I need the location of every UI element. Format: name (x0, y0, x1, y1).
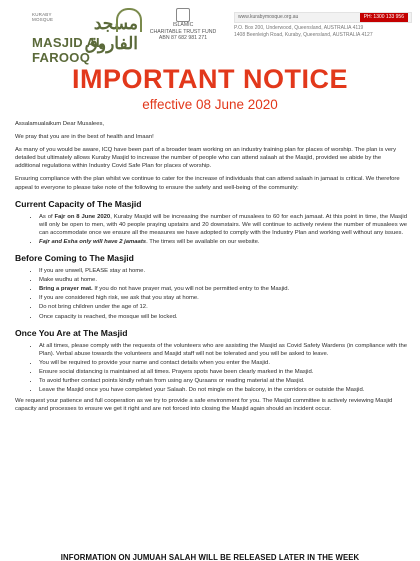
list-item: • To avoid further contact points kindly refrain from using any Quraans or reading material at the Masjid. (39, 377, 407, 385)
intro-paragraph: As many of you would be aware, ICQ have been part of a broader team working on an industry training plan for places of worship. The plan is very detailed but ultimately allows Kuraby Masjid to increase the number of people who can attend salaah at the Masjid, provided we abide by the additional regulations within Industry Covid Safe Plan for places of worship. (15, 147, 397, 170)
greeting: Assalamualaikum Dear Musalees, (15, 121, 105, 127)
logo-arabic-text: مسجد الفاروق (84, 14, 138, 54)
dome-icon (116, 8, 142, 32)
logo-latin-text: MASJID AL FAROOQ (32, 35, 105, 65)
phone-number: PH: 1300 133 956 (360, 13, 408, 22)
list-item: • You will be required to provide your name and contact details when you enter the Masjid. (39, 359, 407, 367)
section-heading-once: Once You Are at The Masjid (15, 327, 128, 338)
notice-title: IMPORTANT NOTICE (72, 64, 348, 94)
list-item: • As of Fajr on 8 June 2020, Kuraby Masjid will be increasing the number of musalees to 60 for each jamaat. At this point in time, the Masjid will only be open to men, with 40 people praying upstairs and 20 downstairs. We will continue to actively review the number of musalees we can accommodate once we ensure all the measures we have adopted to comply with the Industry Plan and working well without any issues. (39, 213, 407, 237)
section-heading-capacity: Current Capacity of The Masjid (15, 198, 142, 209)
list-item: • Fajr and Esha only will have 2 jamaats. The times will be available on our website. (39, 238, 407, 246)
list-item: • Leave the Masjid once you have completed your Salaah. Do not mingle on the balcony, in the corridors or outside the Masjid. (39, 386, 407, 394)
once-list (15, 342, 407, 395)
notice-body (15, 120, 407, 418)
list-item: • Ensure social distancing is maintained at all times. Prayers spots have been clearly marked in the Masjid. (39, 368, 407, 376)
website-link[interactable]: www.kurabymosque.org.au (238, 14, 299, 20)
section-heading-before: Before Coming to The Masjid (15, 253, 134, 264)
contact-bar (234, 12, 412, 23)
contact-block (234, 12, 412, 52)
notice-subtitle: effective 08 June 2020 (142, 97, 278, 112)
po-box-address: P.O. Box 200, Underwood, Queensland, AUSTRALIA 4119 (234, 25, 364, 31)
before-list (15, 267, 407, 321)
closing-paragraph: We request your patience and full cooperation as we try to provide a safe environment for you. The Masjid committee is actively reviewing Masjid capacity and processes to ensure we get it right and are not forced into closing the Masjid again should an incident occur. (15, 398, 393, 413)
list-item: • If you are unwell, PLEASE stay at home. (39, 267, 407, 275)
list-item: • At all times, please comply with the requests of the volunteers who are assisting the Masjid as Covid Safety Wardens (in compliance with the Plan). Verbal abuse towards the volunteers and Masjid staff will not be tolerated and you will be asked to leave. (39, 342, 407, 358)
list-item: • If you are considered high risk, we ask that you stay at home. (39, 294, 407, 302)
mosque-logo (32, 10, 138, 65)
list-item: • Do not bring children under the age of 12. (39, 303, 407, 311)
street-address: 1408 Beenleigh Road, Kuraby, Queensland, AUSTRALIA 4127 (234, 32, 373, 38)
trust-emblem-icon (176, 8, 190, 22)
capacity-list (15, 213, 407, 246)
list-item: • Once capacity is reached, the mosque will be locked. (39, 313, 407, 321)
letterhead (0, 0, 420, 65)
trust-fund-block (140, 8, 226, 52)
intro-paragraph: We pray that you are in the best of health and Imaan! (15, 134, 154, 141)
logo-small-text: KURABY MOSQUE (32, 12, 54, 22)
trust-line: CHARITABLE TRUST FUND (149, 28, 217, 35)
trust-line: ABN 87 682 981 271 (158, 35, 208, 42)
footer-announcement: INFORMATION ON JUMUAH SALAH WILL BE RELEASED LATER IN THE WEEK (60, 553, 360, 561)
list-item: • Make wudhu at home. (39, 276, 407, 284)
intro-paragraph: Ensuring compliance with the plan whilst we continue to cater for the increase of individuals that can attend salaah in jamaat is critical. We therefore appeal to everyone to please take note of the following to ensure the safety and well-being of the community: (15, 176, 400, 191)
trust-line: ISLAMIC (172, 22, 194, 28)
list-item: • Bring a prayer mat. If you do not have prayer mat, you will not be permitted entry to the Masjid. (39, 285, 407, 293)
